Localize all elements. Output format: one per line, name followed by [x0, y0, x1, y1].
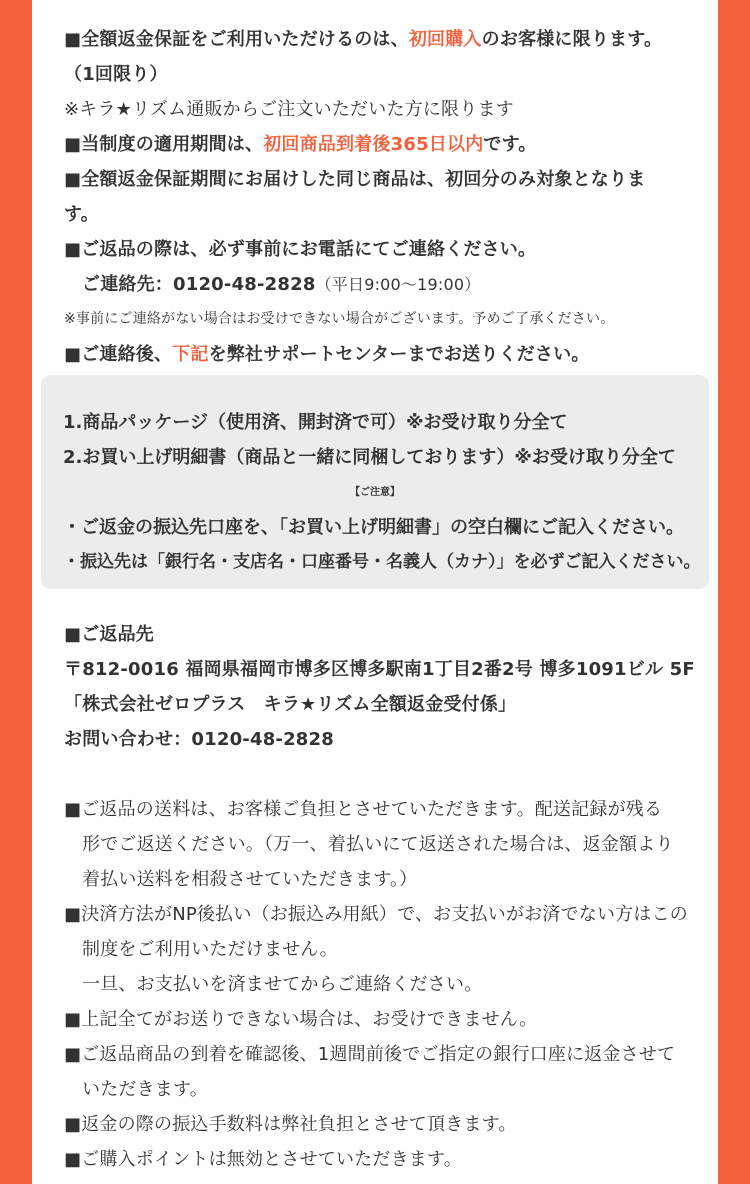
item-package: 1.商品パッケージ（使用済、開封済で可）※お受け取り分全て [63, 412, 568, 433]
np-payment-note-3: 一旦、お支払いを済ませてからご連絡ください。 [82, 974, 483, 995]
shipping-cost-note-3: 着払い送料を相殺させていただきます。） [82, 869, 418, 890]
call-first-note: ■ご返品の際は、必ず事前にお電話にてご連絡ください。 [64, 239, 537, 260]
highlight-first-purchase: 初回購入 [408, 29, 482, 50]
return-company: 「株式会社ゼロプラス キラ★リズム全額返金受付係」 [64, 694, 517, 715]
caution-heading: 【ご注意】 [350, 487, 400, 498]
points-invalid-note: ■ご購入ポイントは無効とさせていただきます。 [64, 1149, 462, 1170]
shipping-cost-note: ■ご返品の送料は、お客様ご負担とさせていただきます。配送記録が残る [64, 799, 663, 820]
shipping-cost-note-2: 形でご返送ください。（万一、着払いにて返送された場合は、返金額より [82, 834, 674, 855]
no-contact-warning: ※事前にご連絡がない場合はお受けできない場合がございます。予めご了承ください。 [64, 311, 615, 327]
contact-phone [82, 267, 706, 302]
highlight-below: 下記 [172, 344, 209, 365]
caution-bank-details-note: ・振込先は「銀行名・支店名・口座番号・名義人（カナ）」を必ずご記入ください。 [63, 552, 701, 572]
return-address: 〒812-0016 福岡県福岡市博多区博多駅南1丁目2番2号 博多1091ビル 5F [64, 659, 695, 680]
content-panel [32, 0, 718, 1184]
send-items-instruction: ■ご連絡後、下記を弊社サポートセンターまでお送りください。 [64, 344, 590, 365]
mail-order-note: ※キラ★リズム通販からご注文いただいた方に限ります [64, 99, 514, 120]
highlight-365-days: 初回商品到着後365日以内 [263, 134, 484, 155]
items-to-send-box [41, 375, 709, 589]
contact-phone-number[interactable]: ご連絡先：0120-48-2828 [82, 274, 316, 295]
transfer-fee-note: ■返金の際の振込手数料は弊社負担とさせて頂きます。 [64, 1114, 517, 1135]
refund-timing-note-2: いただきます。 [82, 1079, 208, 1100]
once-only-note: （1回限り） [64, 64, 168, 85]
refund-timing-note: ■ご返品商品の到着を確認後、1週間前後でご指定の銀行口座に返金させて [64, 1044, 676, 1065]
item-statement: 2.お買い上げ明細書（商品と一緒に同梱しております）※お受け取り分全て [63, 447, 676, 468]
same-product-note: ■全額返金保証期間にお届けした同じ商品は、初回分のみ対象となりま [64, 169, 646, 190]
np-payment-note: ■決済方法がNP後払い（お振込み用紙）で、お支払いがお済でない方はこの [64, 904, 688, 925]
inquiry-phone[interactable]: お問い合わせ：0120-48-2828 [64, 729, 334, 750]
application-period: ■当制度の適用期間は、初回商品到着後365日以内です。 [64, 134, 537, 155]
contact-hours: （平日9:00〜19:00） [315, 275, 481, 294]
same-product-note-cont: す。 [64, 204, 99, 225]
caution-account-note: ・ご返金の振込先口座を、「お買い上げ明細書」の空白欄にご記入ください。 [63, 517, 684, 538]
np-payment-note-2: 制度をご利用いただけません。 [82, 939, 338, 960]
return-address-heading: ■ご返品先 [64, 624, 155, 645]
incomplete-items-note: ■上記全てがお送りできない場合は、お受けできません。 [64, 1009, 538, 1030]
first-purchase-condition: ■全額返金保証をご利用いただけるのは、初回購入のお客様に限ります。 [64, 29, 663, 50]
